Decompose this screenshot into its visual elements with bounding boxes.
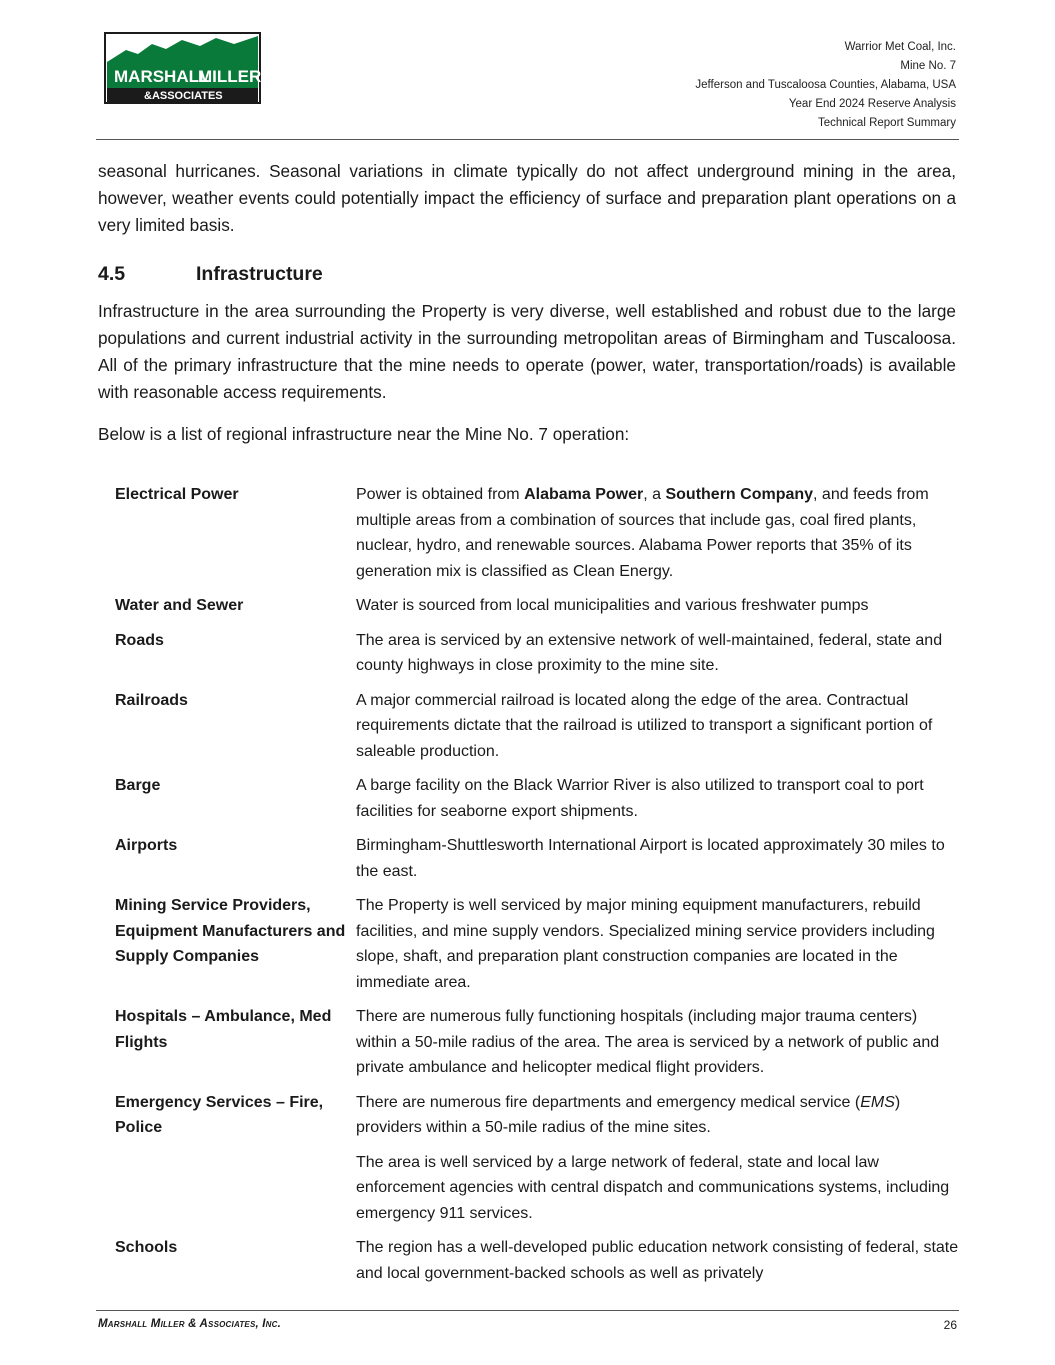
header-location: Jefferson and Tuscaloosa Counties, Alabama, USA	[695, 79, 956, 91]
infra-term: Electrical Power	[115, 486, 239, 503]
footer-divider	[96, 1310, 959, 1311]
header-mine: Mine No. 7	[900, 60, 956, 72]
infrastructure-list	[115, 482, 960, 1295]
infra-row-roads	[115, 628, 960, 679]
infra-row-hospitals	[115, 1004, 960, 1081]
infra-desc: There are numerous fully functioning hospitals (including major trauma centers) within a 50-mile radius of the area. The area is serviced by a network of public and private ambulance and helicopter medical flight providers.	[356, 1008, 940, 1076]
infra-row-schools	[115, 1235, 960, 1286]
section-title: Infrastructure	[196, 263, 323, 285]
infra-term: Emergency Services – Fire, Police	[115, 1093, 324, 1136]
infra-row-mining-services	[115, 893, 960, 995]
infra-desc: A barge facility on the Black Warrior River is also utilized to transport coal to port facilities for seaborne export shipments.	[356, 777, 924, 820]
company-logo	[104, 32, 261, 104]
infra-term: Hospitals – Ambulance, Med Flights	[115, 1008, 332, 1051]
infra-row-airports	[115, 833, 960, 884]
svg-text:&ASSOCIATES: &ASSOCIATES	[144, 90, 223, 102]
section-heading	[98, 261, 956, 287]
infra-term: Airports	[115, 837, 178, 854]
infra-row-electrical	[115, 482, 960, 584]
infra-row-barge	[115, 773, 960, 824]
infra-desc: A major commercial railroad is located along the edge of the area. Contractual requirements dictate that the railroad is utilized to transport a significant portion of saleable production.	[356, 691, 933, 760]
infra-term: Roads	[115, 631, 164, 649]
section-paragraph-2: Below is a list of regional infrastructure near the Mine No. 7 operation:	[98, 424, 630, 444]
header-divider	[96, 139, 959, 140]
intro-paragraph: seasonal hurricanes. Seasonal variations in climate typically do not affect underground mining in the area, however, weather events could potentially impact the efficiency of surface and preparation plant operations on a very limited basis.	[98, 161, 956, 235]
infra-row-emergency	[115, 1090, 960, 1227]
header-report-year: Year End 2024 Reserve Analysis	[788, 98, 956, 110]
infra-desc: Water is sourced from local municipalities and various freshwater pumps	[356, 597, 869, 614]
infra-desc: The region has a well-developed public education network consisting of federal, state and local government-backed schools as well as privately	[356, 1239, 959, 1282]
header-report-type: Technical Report Summary	[817, 117, 956, 129]
document-header-info	[695, 38, 956, 133]
infra-desc: Birmingham-Shuttlesworth International Airport is located approximately 30 miles to the east.	[356, 837, 945, 880]
infra-row-railroads	[115, 688, 960, 765]
infra-desc: The area is serviced by an extensive network of well-maintained, federal, state and county highways in close proximity to the mine site.	[356, 631, 943, 674]
page-number: 26	[943, 1318, 957, 1332]
footer-company: Marshall Miller & Associates, Inc.	[98, 1318, 282, 1330]
page-body	[98, 158, 956, 448]
infra-term: Mining Service Providers, Equipment Manufacturers and Supply Companies	[115, 897, 346, 965]
section-paragraph-1: Infrastructure in the area surrounding the Property is very diverse, well established and robust due to the large populations and current industrial activity in the surrounding metropolitan areas of Birmingham and Tuscaloosa. All of the primary infrastructure that the mine needs to operate (power, water, transportation/roads) is available with reasonable access requirements.	[98, 301, 956, 402]
section-number: 4.5	[98, 263, 126, 285]
infra-desc: There are numerous fire departments and emergency medical service (EMS) providers within a 50-mile radius of the mine sites. The area is well serviced by a large network of federal, state and local law enforcement agencies with central dispatch and communications systems, including emergency 911 services.	[356, 1093, 950, 1222]
infra-term: Schools	[115, 1239, 178, 1256]
infra-term: Barge	[115, 777, 161, 794]
infra-desc: Power is obtained from Alabama Power, a Southern Company, and feeds from multiple areas from a combination of sources that include gas, coal fired plants, nuclear, hydro, and renewable sources. Alabama Power reports that 35% of its generation mix is classified as Clean Energy.	[356, 486, 929, 580]
header-company: Warrior Met Coal, Inc.	[844, 41, 956, 53]
infra-desc: The Property is well serviced by major mining equipment manufacturers, rebuild facilities, and mine supply vendors. Specialized mining service providers including slope, shaft, and preparation plant construction companies are located in the immediate area.	[356, 897, 935, 991]
infra-row-water	[115, 593, 960, 619]
svg-text:MILLER: MILLER	[198, 67, 261, 86]
svg-text:MARSHALL: MARSHALL	[114, 67, 210, 86]
infra-term: Water and Sewer	[115, 597, 244, 614]
infra-term: Railroads	[115, 691, 188, 709]
